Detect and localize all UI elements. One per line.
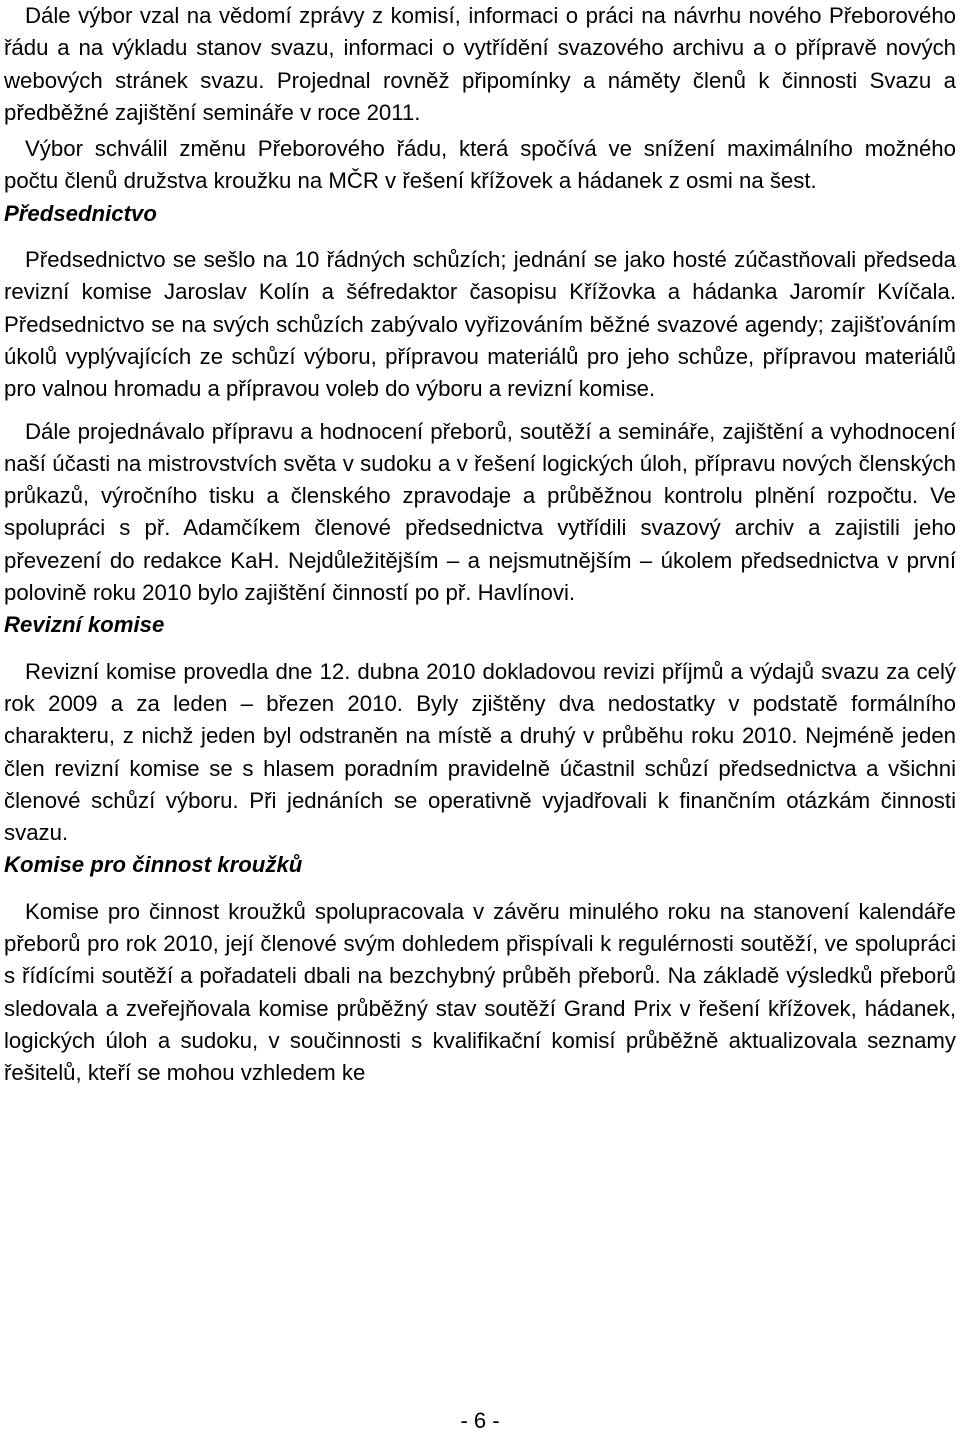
heading-komise-krouzku: Komise pro činnost kroužků — [4, 852, 303, 878]
paragraph-rules-change: Výbor schválil změnu Přeborového řádu, která spočívá ve snížení maximálního možného počtu členů družstva kroužku na MČR v řešení křížovek a hádanek z osmi na šest. — [4, 136, 956, 194]
heading-revizni-komise: Revizní komise — [4, 612, 165, 638]
paragraph-committee-reports: Dále výbor vzal na vědomí zprávy z komisí, informaci o práci na návrhu nového Přeborového řádu a na výkladu stanov svazu, informaci o vytřídění svazového archivu a o přípravě nových webových stránek svazu. Projednal rovněž připomínky a náměty členů k činnosti Svazu a předběžné zajištění semináře v roce 2011. — [4, 3, 956, 125]
paragraph-predsednictvo-agenda: Dále projednávalo přípravu a hodnocení přeborů, soutěží a semináře, zajištění a vyhodnocení naší účasti na mistrovstvích světa v sudoku a v řešení logických úloh, přípravu nových členských průkazů, výročního tisku a členského zpravodaje a průběžnou kontrolu plnění rozpočtu. Ve spolupráci s př. Adamčíkem členové předsednictva vytřídili svazový archiv a zajistili jeho převezení do redakce KaH. Nejdůležitějším – a nejsmutnějším – úkolem předsednictva v první polovině roku 2010 bylo zajištění činností po př. Havlínovi. — [4, 418, 956, 606]
heading-predsednictvo: Předsednictvo — [4, 200, 157, 226]
page-number: - 6 - — [460, 1408, 500, 1433]
paragraph-revizni-komise: Revizní komise provedla dne 12. dubna 2010 dokladovou revizi příjmů a výdajů svazu za celý rok 2009 a za leden – březen 2010. Byly zjištěny dva nedostatky v podstatě formálního charakteru, z nichž jeden byl odstraněn na místě a druhý v průběhu roku 2010. Nejméně jeden člen revizní komise se s hlasem poradním pravidelně účastnil schůzí předsednictva a všichni členové schůzí výboru. Při jednáních se operativně vyjadřovali k finančním otázkám činnosti svazu. — [4, 658, 956, 846]
paragraph-predsednictvo-meetings: Předsednictvo se sešlo na 10 řádných schůzích; jednání se jako hosté zúčastňovali předseda revizní komise Jaroslav Kolín a šéfredaktor časopisu Křížovka a hádanka Jaromír Kvíčala. Předsednictvo se na svých schůzích zabývalo vyřizováním běžné svazové agendy; zajišťováním úkolů vyplývajících ze schůzí výboru, přípravou materiálů pro jeho schůze, přípravou materiálů pro valnou hromadu a přípravou voleb do výboru a revizní komise. — [4, 247, 956, 402]
paragraph-komise-krouzku: Komise pro činnost kroužků spolupracovala v závěru minulého roku na stanovení kalendáře přeborů pro rok 2010, její členové svým dohledem přispívali k regulérnosti soutěží, ve spolupráci s řídícími soutěží a pořadateli dbali na bezchybný průběh přeborů. Na základě výsledků přeborů sledovala a zveřejňovala komise průběžný stav soutěží Grand Prix v řešení křížovek, hádanek, logických úloh a sudoku, v součinnosti s kvalifikační komisí průběžně aktualizovala seznamy řešitelů, kteří se mohou vzhledem ke — [4, 898, 956, 1086]
document-page — [4, 0, 956, 1090]
